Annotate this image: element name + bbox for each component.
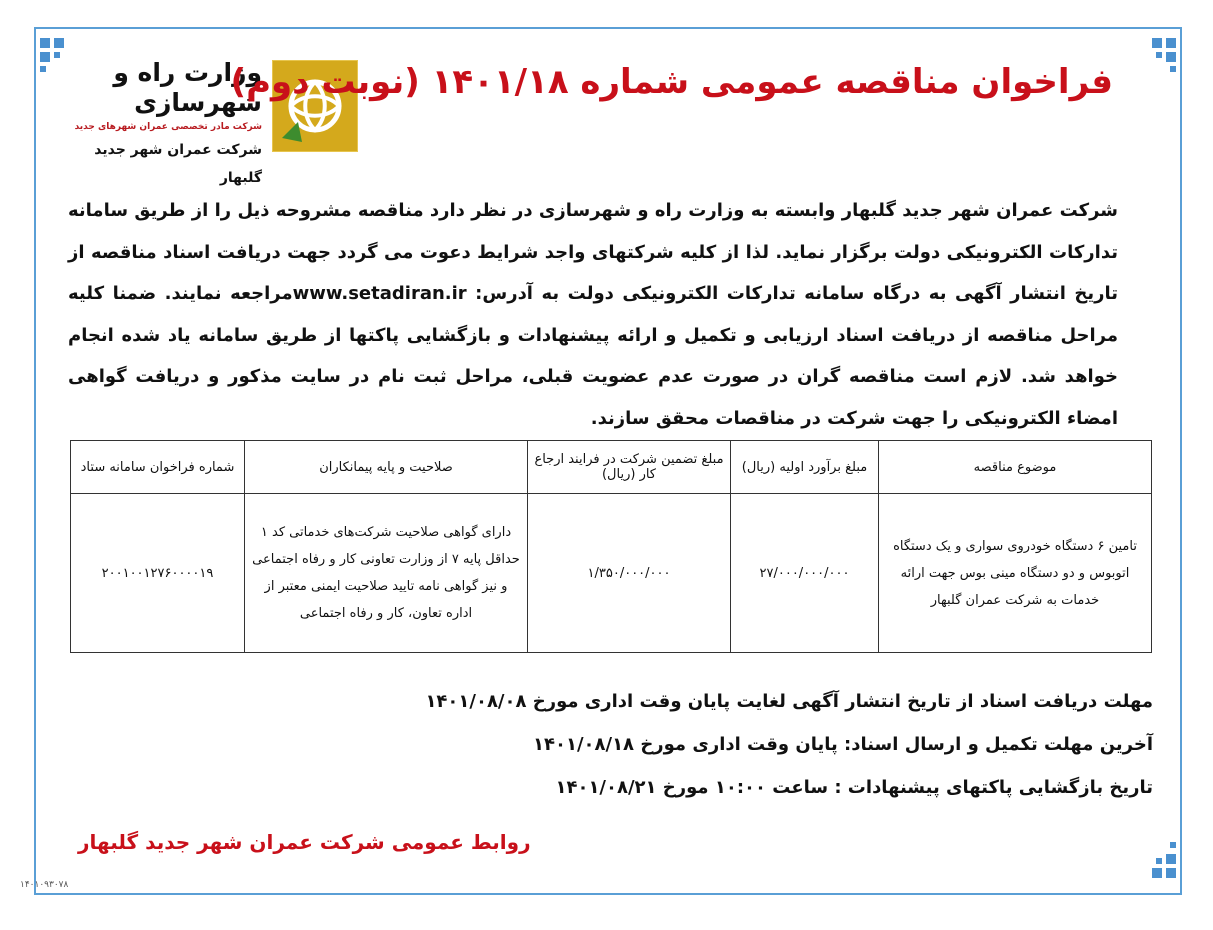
ad-code: ۱۴۰۱۰۹۳۰۷۸ bbox=[20, 880, 69, 890]
parent-company-name: شرکت مادر تخصصی عمران شهرهای جدید bbox=[74, 122, 262, 132]
tender-table bbox=[70, 440, 1152, 653]
table-header-row bbox=[71, 441, 1152, 494]
header-qualification: صلاحیت و پایه پیمانکاران bbox=[245, 441, 528, 494]
cell-subject: تامین ۶ دستگاه خودروی سواری و یک دستگاه اتوبوس و دو دستگاه مینی بوس جهت ارائه خدمات به شرکت عمران گلبهار bbox=[879, 494, 1152, 653]
intro-paragraph bbox=[68, 190, 1118, 439]
header-setad-number: شماره فراخوان سامانه ستاد bbox=[71, 441, 245, 494]
corner-ornament-bottom-right bbox=[1140, 842, 1180, 882]
intro-text: شرکت عمران شهر جدید گلبهار وابسته به وزارت راه و شهرسازی در نظر دارد مناقصه مشروحه ذیل را از طریق سامانه تدارکات الکترونیکی دولت برگزار نماید. لذا از کلیه شرکتهای واجد شرایط دعوت می گردد جهت دریافت اسناد مناقصه از تاریخ انتشار آگهی به درگاه سامانه تدارکات الکترونیکی دولت به آدرس: www.setadiran.irمراجعه نمایند. ضمنا کلیه مراحل مناقصه از دریافت اسناد ارزیابی و تکمیل و ارائه پیشنهادات و بازگشایی پاکتها از طریق سامانه یاد شده انجام خواهد شد. لازم است مناقصه گران در صورت عدم عضویت قبلی، مراحل ثبت نام در سایت مذکور و دریافت گواهی امضاء الکترونیکی را جهت شرکت در مناقصات محقق سازند. bbox=[68, 200, 1119, 429]
header-estimate: مبلغ برآورد اولیه (ریال) bbox=[731, 441, 879, 494]
corner-ornament-top-right bbox=[1140, 38, 1180, 78]
header-subject: موضوع مناقصه bbox=[879, 441, 1152, 494]
deadlines-block bbox=[425, 680, 1153, 809]
page-title: فراخوان مناقصه عمومی شماره ۱۴۰۱/۱۸ (نوبت دوم) bbox=[230, 62, 1113, 102]
header-guarantee: مبلغ تضمین شرکت در فرایند ارجاع کار (ریال) bbox=[528, 441, 731, 494]
deadline-submission: آخرین مهلت تکمیل و ارسال اسناد: پایان وقت اداری مورخ ۱۴۰۱/۰۸/۱۸ bbox=[533, 734, 1153, 755]
deadline-documents: مهلت دریافت اسناد از تاریخ انتشار آگهی لغایت پایان وقت اداری مورخ ۱۴۰۱/۰۸/۰۸ bbox=[425, 691, 1153, 712]
table-row bbox=[71, 494, 1152, 653]
cell-estimate: ۲۷/۰۰۰/۰۰۰/۰۰۰ bbox=[731, 494, 879, 653]
cell-qualification: دارای گواهی صلاحیت شرکت‌های خدماتی کد ۱ حداقل پایه ۷ از وزارت تعاونی کار و رفاه اجتماعی و نیز گواهی نامه تایید صلاحیت ایمنی معتبر از اداره تعاون، کار و رفاه اجتماعی bbox=[245, 494, 528, 653]
ministry-name: وزارت راه و شهرسازی bbox=[113, 58, 262, 117]
cell-guarantee: ۱/۳۵۰/۰۰۰/۰۰۰ bbox=[528, 494, 731, 653]
company-name: شرکت عمران شهر جدید گلبهار bbox=[94, 142, 262, 186]
cell-setad-number: ۲۰۰۱۰۰۱۲۷۶۰۰۰۰۱۹ bbox=[71, 494, 245, 653]
deadline-opening: تاریخ بازگشایی پاکتهای پیشنهادات : ساعت ۱۰:۰۰ مورخ ۱۴۰۱/۰۸/۲۱ bbox=[555, 777, 1153, 798]
public-relations-signature: روابط عمومی شرکت عمران شهر جدید گلبهار bbox=[78, 830, 531, 854]
